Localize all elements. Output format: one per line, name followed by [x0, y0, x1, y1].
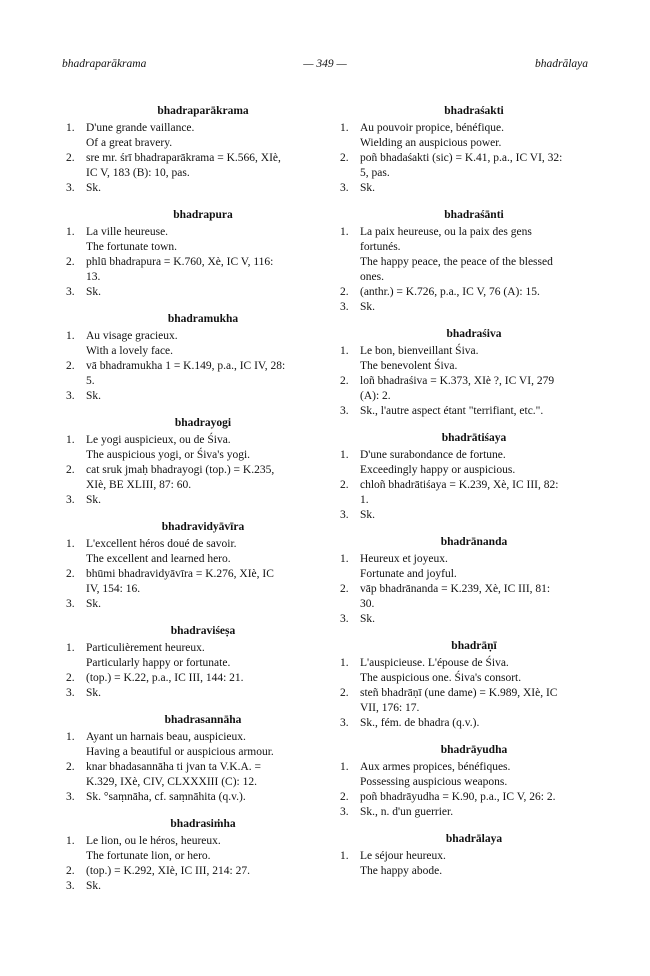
sense-number: 1. — [66, 330, 75, 342]
entry-sense — [336, 285, 588, 300]
sense-line: bhūmi bhadravidyāvīra = K.276, XIè, IC — [86, 568, 274, 580]
entry-sense — [62, 597, 320, 612]
sense-number: 3. — [66, 182, 75, 194]
sense-line: Le bon, bienveillant Śiva. — [360, 345, 479, 357]
sense-line: chloñ bhadrātiśaya = K.239, Xè, IC III, 82: — [360, 479, 559, 491]
entry-headword: bhadramukha — [167, 313, 239, 325]
sense-number: 3. — [66, 880, 75, 892]
entry-sense — [336, 612, 588, 627]
sense-number: 3. — [66, 791, 75, 803]
sense-number: 1. — [340, 761, 349, 773]
sense-number: 1. — [340, 449, 349, 461]
sense-line: cat sruk jmaḥ bhadrayogi (top.) = K.235, — [86, 464, 275, 476]
entry-sense — [336, 121, 588, 151]
entry-headword: bhadraparākrama — [157, 105, 249, 117]
sense-number: 2. — [340, 791, 349, 803]
entry-sense — [336, 582, 588, 612]
entry-sense — [336, 374, 588, 404]
sense-number: 2. — [66, 152, 75, 164]
sense-line: Sk. — [86, 182, 102, 194]
sense-line: D'une grande vaillance. — [86, 122, 195, 134]
sense-number: 1. — [66, 538, 75, 550]
sense-line: (top.) = K.22, p.a., IC III, 144: 21. — [86, 672, 244, 684]
right-column — [336, 104, 588, 891]
sense-line: poñ bhadaśakti (sic) = K.41, p.a., IC VI, 32: — [360, 152, 563, 164]
entry-sense — [62, 121, 320, 151]
dictionary-entry — [336, 208, 588, 315]
entry-headword: bhadrālaya — [445, 833, 503, 845]
entry-sense — [336, 448, 588, 478]
entry-sense — [336, 552, 588, 582]
dictionary-entry — [336, 639, 588, 731]
entry-sense — [62, 730, 320, 760]
sense-line: Sk. °saṃnāha, cf. saṃnāhita (q.v.). — [86, 791, 246, 803]
sense-line: The excellent and learned hero. — [86, 553, 231, 565]
sense-line: La ville heureuse. — [86, 226, 169, 238]
entry-sense — [62, 255, 320, 285]
sense-number: 1. — [340, 345, 349, 357]
sense-number: 1. — [66, 122, 75, 134]
sense-number: 2. — [340, 152, 349, 164]
sense-line: poñ bhadrāyudha = K.90, p.a., IC V, 26: 2. — [360, 791, 556, 803]
dictionary-entry — [336, 104, 588, 196]
entry-sense — [336, 656, 588, 686]
sense-line: Heureux et joyeux. — [360, 553, 448, 565]
dictionary-entry — [336, 832, 588, 879]
sense-number: 3. — [66, 390, 75, 402]
entry-sense — [336, 805, 588, 820]
entry-headword: bhadraśānti — [444, 209, 504, 221]
sense-line: La paix heureuse, ou la paix des gens — [360, 226, 532, 238]
sense-line: Sk. — [86, 390, 102, 402]
sense-line: Sk. — [86, 494, 102, 506]
sense-line: IC V, 183 (B): 10, pas. — [86, 167, 190, 179]
sense-line: vāp bhadrānanda = K.239, Xè, IC III, 81: — [360, 583, 551, 595]
entry-sense — [62, 567, 320, 597]
dictionary-entry — [62, 312, 320, 404]
sense-number: 2. — [66, 672, 75, 684]
entry-headword: bhadrapura — [173, 209, 233, 221]
dictionary-entry — [62, 713, 320, 805]
left-column — [62, 104, 320, 906]
entry-sense — [62, 181, 320, 196]
sense-number: 3. — [340, 405, 349, 417]
sense-number: 1. — [340, 553, 349, 565]
sense-line: Having a beautiful or auspicious armour. — [86, 746, 274, 758]
sense-line: (anthr.) = K.726, p.a., IC V, 76 (A): 15. — [360, 286, 540, 298]
sense-line: The auspicious yogi, or Śiva's yogi. — [86, 449, 251, 461]
sense-line: Sk., n. d'un guerrier. — [360, 806, 454, 818]
entry-sense — [336, 760, 588, 790]
entry-sense — [62, 463, 320, 493]
sense-number: 1. — [340, 226, 349, 238]
sense-number: 3. — [66, 598, 75, 610]
entry-sense — [62, 359, 320, 389]
sense-line: 13. — [86, 271, 101, 283]
sense-line: Possessing auspicious weapons. — [360, 776, 508, 788]
sense-line: Sk. — [86, 880, 102, 892]
running-head — [62, 58, 588, 74]
sense-number: 3. — [66, 286, 75, 298]
sense-number: 2. — [66, 360, 75, 372]
sense-line: IV, 154: 16. — [86, 583, 141, 595]
sense-number: 3. — [340, 301, 349, 313]
entry-sense — [62, 864, 320, 879]
sense-line: Au pouvoir propice, bénéfique. — [360, 122, 505, 134]
sense-line: 30. — [360, 598, 375, 610]
sense-line: The benevolent Śiva. — [360, 360, 458, 372]
entry-sense — [336, 686, 588, 716]
dictionary-entry — [336, 327, 588, 419]
sense-line: ones. — [360, 271, 384, 283]
entry-sense — [336, 508, 588, 523]
dictionary-entry — [336, 743, 588, 820]
entry-headword: bhadrasiṁha — [170, 818, 236, 830]
sense-line: phlū bhadrapura = K.760, Xè, IC V, 116: — [86, 256, 274, 268]
sense-line: The auspicious one. Śiva's consort. — [360, 672, 522, 684]
sense-line: Sk. — [360, 613, 376, 625]
sense-number: 2. — [340, 286, 349, 298]
entry-sense — [62, 433, 320, 463]
page-number: — 349 — — [303, 58, 347, 70]
dictionary-entry — [62, 624, 320, 701]
entry-sense — [62, 686, 320, 701]
sense-line: 5, pas. — [360, 167, 390, 179]
entry-sense — [62, 389, 320, 404]
sense-number: 2. — [66, 865, 75, 877]
entry-sense — [62, 151, 320, 181]
sense-line: steñ bhadrāṇī (une dame) = K.989, XIè, IC — [360, 687, 558, 699]
sense-line: Le yogi auspicieux, ou de Śiva. — [86, 434, 231, 446]
sense-number: 3. — [66, 494, 75, 506]
sense-number: 1. — [340, 850, 349, 862]
sense-number: 2. — [340, 687, 349, 699]
sense-line: Ayant un harnais beau, auspicieux. — [86, 731, 246, 743]
sense-number: 1. — [66, 434, 75, 446]
sense-line: knar bhadasannāha ti jvan ta V.K.A. = — [86, 761, 262, 773]
entry-sense — [336, 344, 588, 374]
sense-number: 1. — [66, 731, 75, 743]
sense-line: Sk. — [360, 301, 376, 313]
sense-line: Sk. — [360, 182, 376, 194]
entry-sense — [336, 181, 588, 196]
sense-line: Sk. — [86, 598, 102, 610]
sense-number: 1. — [66, 835, 75, 847]
entry-headword: bhadraśiva — [446, 328, 502, 340]
running-head-left: bhadraparākrama — [62, 58, 147, 70]
sense-number: 3. — [340, 717, 349, 729]
sense-line: Sk., fém. de bhadra (q.v.). — [360, 717, 480, 729]
dictionary-entry — [336, 535, 588, 627]
entry-sense — [336, 790, 588, 805]
entry-headword: bhadrayogi — [174, 417, 232, 429]
sense-line: Sk. — [360, 509, 376, 521]
dictionary-entry — [62, 416, 320, 508]
sense-line: Particulièrement heureux. — [86, 642, 205, 654]
sense-number: 3. — [340, 613, 349, 625]
entry-sense — [336, 151, 588, 181]
sense-line: XIè, BE XLIII, 87: 60. — [86, 479, 192, 491]
sense-line: Sk. — [86, 286, 102, 298]
sense-line: 1. — [360, 494, 369, 506]
sense-line: L'auspicieuse. L'épouse de Śiva. — [360, 657, 509, 669]
dictionary-entry — [62, 520, 320, 612]
entry-sense — [62, 493, 320, 508]
sense-line: Wielding an auspicious power. — [360, 137, 502, 149]
sense-line: L'excellent héros doué de savoir. — [86, 538, 237, 550]
running-head-right: bhadrālaya — [534, 58, 588, 70]
entry-sense — [62, 760, 320, 790]
sense-number: 1. — [340, 657, 349, 669]
entry-sense — [62, 671, 320, 686]
sense-line: Particularly happy or fortunate. — [86, 657, 231, 669]
entry-headword: bhadraviśeṣa — [170, 625, 236, 637]
sense-line: The fortunate town. — [86, 241, 178, 253]
entry-sense — [336, 478, 588, 508]
sense-number: 2. — [66, 568, 75, 580]
sense-number: 2. — [66, 761, 75, 773]
entry-sense — [62, 329, 320, 359]
entry-sense — [62, 285, 320, 300]
sense-line: K.329, IXè, CIV, CLXXXIII (C): 12. — [86, 776, 257, 788]
sense-number: 2. — [340, 375, 349, 387]
entry-sense — [62, 537, 320, 567]
sense-line: 5. — [86, 375, 95, 387]
sense-line: Le séjour heureux. — [360, 850, 446, 862]
sense-number: 2. — [66, 256, 75, 268]
sense-number: 2. — [340, 583, 349, 595]
entry-sense — [62, 641, 320, 671]
sense-line: (top.) = K.292, XIè, IC III, 214: 27. — [86, 865, 250, 877]
sense-number: 3. — [340, 182, 349, 194]
dictionary-entry — [62, 817, 320, 894]
sense-line: Sk. — [86, 687, 102, 699]
entry-headword: bhadrānanda — [440, 536, 508, 548]
sense-line: (A): 2. — [360, 390, 391, 402]
sense-number: 3. — [340, 509, 349, 521]
sense-line: Le lion, ou le héros, heureux. — [86, 835, 221, 847]
entry-headword: bhadrātiśaya — [441, 432, 507, 444]
entry-sense — [336, 849, 588, 879]
sense-line: With a lovely face. — [86, 345, 174, 357]
sense-number: 1. — [66, 642, 75, 654]
sense-line: VII, 176: 17. — [360, 702, 420, 714]
entry-headword: bhadravidyāvīra — [161, 521, 245, 533]
sense-line: fortunés. — [360, 241, 401, 253]
sense-line: sre mr. śrī bhadraparākrama = K.566, XIè, — [86, 152, 281, 164]
sense-number: 2. — [340, 479, 349, 491]
entry-headword: bhadrāyudha — [440, 744, 508, 756]
sense-number: 1. — [340, 122, 349, 134]
entry-sense — [62, 834, 320, 864]
entry-sense — [336, 716, 588, 731]
sense-number: 3. — [66, 687, 75, 699]
entry-sense — [336, 225, 588, 285]
dictionary-entry — [62, 104, 320, 196]
sense-line: Sk., l'autre aspect étant "terrifiant, etc.". — [360, 405, 544, 417]
sense-line: vā bhadramukha 1 = K.149, p.a., IC IV, 28: — [86, 360, 286, 372]
entry-headword: bhadrasannāha — [164, 714, 242, 726]
sense-line: loñ bhadraśiva = K.373, XIè ?, IC VI, 279 — [360, 375, 555, 387]
sense-line: Of a great bravery. — [86, 137, 173, 149]
entry-headword: bhadrāṇī — [451, 640, 497, 652]
entry-headword: bhadraśakti — [444, 105, 504, 117]
sense-line: The happy abode. — [360, 865, 443, 877]
entry-sense — [336, 300, 588, 315]
sense-number: 2. — [66, 464, 75, 476]
entry-sense — [62, 790, 320, 805]
entry-sense — [336, 404, 588, 419]
sense-number: 3. — [340, 806, 349, 818]
sense-line: The happy peace, the peace of the blessed — [360, 256, 553, 268]
dictionary-entry — [62, 208, 320, 300]
sense-line: Aux armes propices, bénéfiques. — [360, 761, 511, 773]
sense-line: Au visage gracieux. — [86, 330, 178, 342]
entry-sense — [62, 879, 320, 894]
sense-line: D'une surabondance de fortune. — [360, 449, 506, 461]
sense-line: The fortunate lion, or hero. — [86, 850, 211, 862]
sense-number: 1. — [66, 226, 75, 238]
dictionary-entry — [336, 431, 588, 523]
sense-line: Fortunate and joyful. — [360, 568, 457, 580]
sense-line: Exceedingly happy or auspicious. — [360, 464, 516, 476]
entry-sense — [62, 225, 320, 255]
